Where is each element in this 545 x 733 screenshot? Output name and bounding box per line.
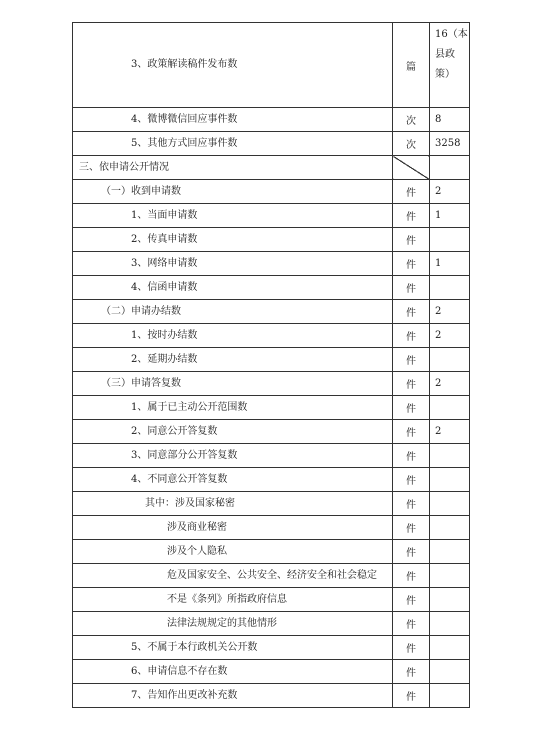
row-label: 4、微博微信回应事件数 <box>73 108 393 132</box>
row-unit: 篇 <box>393 23 430 108</box>
row-value: 2 <box>430 324 470 348</box>
table-row <box>73 372 470 396</box>
row-value <box>430 492 470 516</box>
table-row <box>73 636 470 660</box>
row-unit: 件 <box>393 564 430 588</box>
row-unit: 件 <box>393 492 430 516</box>
row-value: 2 <box>430 372 470 396</box>
row-value <box>430 636 470 660</box>
row-unit: 件 <box>393 660 430 684</box>
row-value <box>430 444 470 468</box>
table-row <box>73 468 470 492</box>
row-unit: 次 <box>393 108 430 132</box>
row-unit: 件 <box>393 684 430 708</box>
row-label: 4、信函申请数 <box>73 276 393 300</box>
row-value <box>430 540 470 564</box>
row-label: 涉及商业秘密 <box>73 516 393 540</box>
table-row <box>73 324 470 348</box>
row-unit: 件 <box>393 396 430 420</box>
table-row <box>73 612 470 636</box>
row-value <box>430 660 470 684</box>
row-label: 其中：涉及国家秘密 <box>73 492 393 516</box>
table-row <box>73 540 470 564</box>
row-label: 2、延期办结数 <box>73 348 393 372</box>
row-value <box>430 684 470 708</box>
row-value <box>430 516 470 540</box>
row-value: 2 <box>430 300 470 324</box>
table-row <box>73 228 470 252</box>
row-label: 危及国家安全、公共安全、经济安全和社会稳定 <box>73 564 393 588</box>
table-row <box>73 276 470 300</box>
table-row <box>73 660 470 684</box>
row-label: 2、传真申请数 <box>73 228 393 252</box>
row-label: （三）申请答复数 <box>73 372 393 396</box>
row-value: 3258 <box>430 132 470 156</box>
table-row <box>73 300 470 324</box>
row-value <box>430 156 470 180</box>
table-row <box>73 108 470 132</box>
row-label: 不是《条列》所指政府信息 <box>73 588 393 612</box>
row-value <box>430 276 470 300</box>
table-row <box>73 132 470 156</box>
row-value: 2 <box>430 180 470 204</box>
row-label: 3、同意部分公开答复数 <box>73 444 393 468</box>
table-row <box>73 588 470 612</box>
row-unit: 件 <box>393 516 430 540</box>
row-value: 2 <box>430 420 470 444</box>
row-label: 法律法规规定的其他情形 <box>73 612 393 636</box>
row-unit: 件 <box>393 180 430 204</box>
table-row <box>73 348 470 372</box>
row-value <box>430 588 470 612</box>
row-label: 7、告知作出更改补充数 <box>73 684 393 708</box>
row-unit: 件 <box>393 420 430 444</box>
row-label: 6、申请信息不存在数 <box>73 660 393 684</box>
row-label: 3、政策解读稿件发布数 <box>73 23 393 108</box>
row-unit: 件 <box>393 276 430 300</box>
table-row <box>73 180 470 204</box>
table-row <box>73 684 470 708</box>
row-unit: 件 <box>393 588 430 612</box>
row-label: 5、不属于本行政机关公开数 <box>73 636 393 660</box>
row-value <box>430 612 470 636</box>
row-unit: 件 <box>393 204 430 228</box>
row-label: 涉及个人隐私 <box>73 540 393 564</box>
statistics-table <box>72 22 470 708</box>
row-value: 8 <box>430 108 470 132</box>
table-row <box>73 204 470 228</box>
row-unit: 件 <box>393 372 430 396</box>
row-value <box>430 228 470 252</box>
row-value <box>430 564 470 588</box>
row-unit: 件 <box>393 252 430 276</box>
row-label: 5、其他方式回应事件数 <box>73 132 393 156</box>
table-row <box>73 252 470 276</box>
row-label: （一）收到申请数 <box>73 180 393 204</box>
row-unit: 件 <box>393 444 430 468</box>
row-value: 16（本县政策） <box>430 23 470 108</box>
row-value: 1 <box>430 252 470 276</box>
row-unit: 件 <box>393 300 430 324</box>
row-unit: 件 <box>393 228 430 252</box>
row-label: 1、按时办结数 <box>73 324 393 348</box>
table-row <box>73 396 470 420</box>
row-unit: 件 <box>393 636 430 660</box>
row-label: 3、网络申请数 <box>73 252 393 276</box>
row-label: （二）申请办结数 <box>73 300 393 324</box>
row-value <box>430 396 470 420</box>
row-label: 4、不同意公开答复数 <box>73 468 393 492</box>
diagonal-cell <box>393 156 430 180</box>
table-row <box>73 23 470 108</box>
row-unit: 次 <box>393 132 430 156</box>
section-label: 三、依申请公开情况 <box>73 156 393 180</box>
table-row <box>73 444 470 468</box>
table-row <box>73 420 470 444</box>
row-unit: 件 <box>393 540 430 564</box>
row-label: 1、当面申请数 <box>73 204 393 228</box>
row-unit: 件 <box>393 324 430 348</box>
row-value: 1 <box>430 204 470 228</box>
row-unit: 件 <box>393 612 430 636</box>
row-label: 2、同意公开答复数 <box>73 420 393 444</box>
section-row <box>73 156 470 180</box>
row-unit: 件 <box>393 468 430 492</box>
table-row <box>73 516 470 540</box>
table-row <box>73 564 470 588</box>
row-value <box>430 348 470 372</box>
table-row <box>73 492 470 516</box>
row-unit: 件 <box>393 348 430 372</box>
row-label: 1、属于已主动公开范围数 <box>73 396 393 420</box>
row-value <box>430 468 470 492</box>
